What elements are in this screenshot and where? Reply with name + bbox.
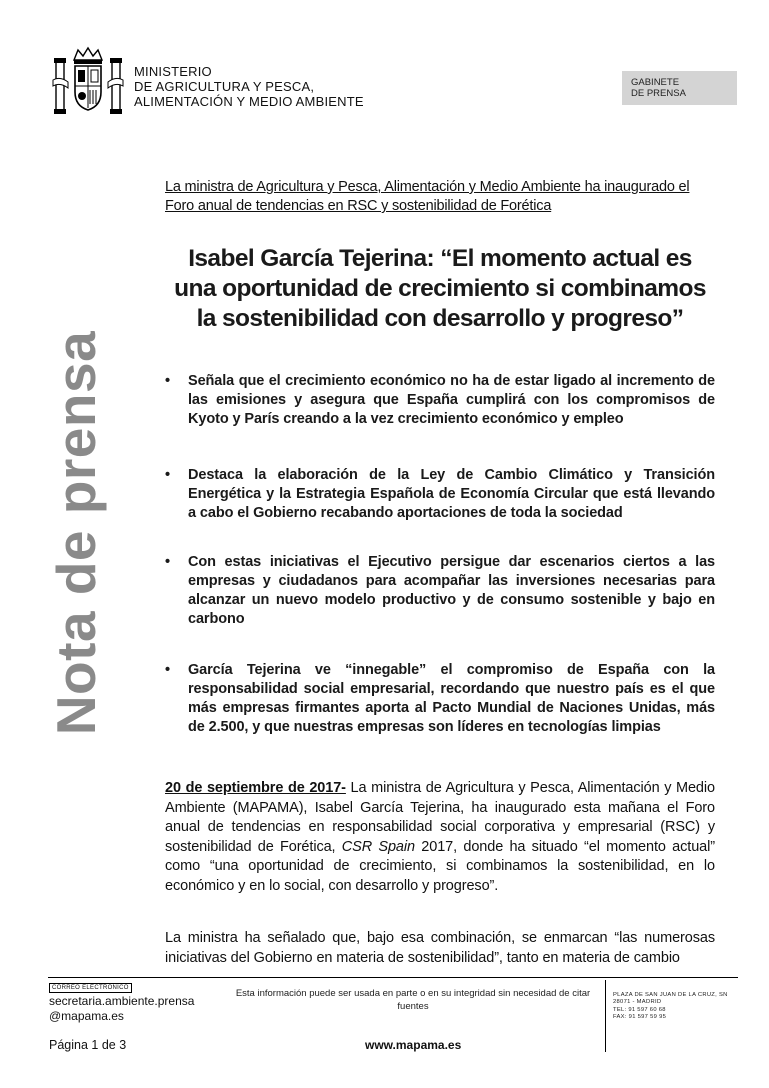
body-text: 2017, donde ha situado “el momento actual” como “una oportunidad de crecimiento, si combinamos la sostenibilidad, en lo económico y en lo social, con desarrollo y progreso”.	[165, 838, 715, 894]
footer-vertical-divider	[605, 980, 606, 1052]
key-point-text: Señala que el crecimiento económico no ha de estar ligado al incremento de las emisiones y asegura que España cumplirá con los compromisos de Kyoto y París creando a la vez crecimiento económico y empleo	[188, 373, 715, 427]
bullet-icon: •	[165, 554, 170, 570]
ministry-line: MINISTERIO	[134, 64, 212, 79]
website-link[interactable]: www.mapama.es	[365, 1038, 462, 1052]
press-office-badge	[622, 71, 737, 105]
body-paragraph: La ministra ha señalado que, bajo esa combinación, se enmarcan “las numerosas iniciativas del Gobierno en materia de sostenibilidad”, tanto en materia de cambio	[165, 930, 715, 966]
side-label	[45, 330, 107, 736]
footer-divider	[48, 977, 738, 978]
email-line: secretaria.ambiente.prensa	[49, 994, 195, 1008]
bullet-icon: •	[165, 467, 170, 483]
key-point-text: Con estas iniciativas el Ejecutivo persigue dar escenarios ciertos a las empresas y ciudadanos para acompañar las inversiones necesarias para alcanzar un nuevo modelo productivo y de consumo sostenible y bajo en carbono	[188, 554, 715, 627]
email-label: CORREO ELECTRÓNICO	[49, 983, 132, 993]
side-label-text: Nota de prensa	[45, 330, 107, 736]
postal-address	[613, 992, 728, 1022]
key-point	[165, 553, 715, 629]
dateline: 20 de septiembre de 2017-	[165, 780, 346, 796]
badge-line: GABINETE	[631, 77, 680, 88]
lead-summary: La ministra de Agricultura y Pesca, Alimentación y Medio Ambiente ha inaugurado el Foro anual de tendencias en RSC y sostenibilidad de Forética	[165, 179, 690, 214]
email-line: @mapama.es	[49, 1009, 124, 1023]
address-line: FAX: 91 597 59 95	[613, 1014, 667, 1021]
key-points-list	[165, 372, 715, 737]
ministry-line: ALIMENTACIÓN Y MEDIO AMBIENTE	[134, 94, 364, 109]
bullet-icon: •	[165, 662, 170, 678]
bullet-icon: •	[165, 373, 170, 389]
contact-email[interactable]	[49, 994, 194, 1024]
page-number: Página 1 de 3	[49, 1038, 127, 1052]
address-line: TEL: 91 597 60 68	[613, 1006, 666, 1013]
key-point-text: Destaca la elaboración de la Ley de Cambio Climático y Transición Energética y la Estrategia Española de Economía Circular que está llevando a cabo el Gobierno recabando aportaciones de toda la sociedad	[188, 467, 715, 521]
headline: Isabel García Tejerina: “El momento actual es una oportunidad de crecimiento si combinamos la sostenibilidad con desarrollo y progreso”	[174, 245, 706, 332]
body-paragraph	[165, 779, 715, 896]
key-point	[165, 466, 715, 523]
event-name: CSR Spain	[341, 838, 415, 855]
key-point	[165, 372, 715, 429]
ministry-name	[134, 64, 364, 109]
badge-line: DE PRENSA	[631, 88, 686, 99]
key-point	[165, 661, 715, 737]
body-text: La ministra de Agricultura y Pesca, Alimentación y Medio Ambiente (MAPAMA), Isabel García Tejerina, ha inaugurado esta mañana el Foro anual de tendencias en responsabilidad social corporativa y empresarial (RSC) y sostenibilidad de Forética,	[165, 780, 715, 855]
ministry-line: DE AGRICULTURA Y PESCA,	[134, 79, 315, 94]
coat-of-arms-icon	[52, 46, 124, 120]
usage-disclaimer: Esta información puede ser usada en parte o en su integridad sin necesidad de citar fuentes	[235, 988, 591, 1012]
address-line: PLAZA DE SAN JUAN DE LA CRUZ, SN	[613, 992, 728, 998]
address-line: 28071 - MADRID	[613, 999, 662, 1006]
key-point-text: García Tejerina ve “innegable” el compromiso de España con la responsabilidad social empresarial, recordando que nuestro país es el que más empresas firmantes aporta al Pacto Mundial de Naciones Unidas, más de 2.500, y que nuestras empresas son líderes en tecnologías limpias	[188, 662, 715, 735]
coat-of-arms-logo	[52, 46, 124, 120]
